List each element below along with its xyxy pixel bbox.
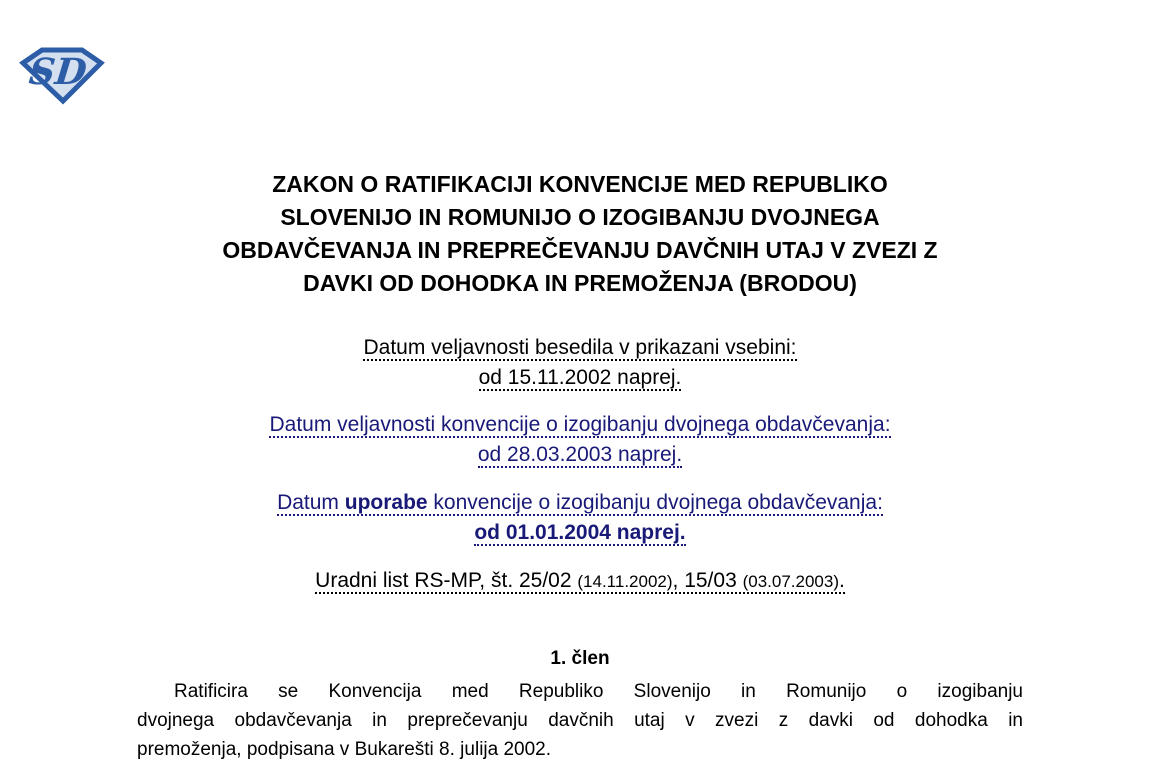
text-validity-label-line (137, 333, 1023, 363)
convention-validity-label-line (137, 410, 1023, 440)
label-suffix: konvencije o izogibanju dvojnega obdavčevanja: (427, 491, 883, 514)
gazette-part-1: Uradni list RS-MP, št. 25/02 (315, 569, 578, 592)
gazette-end: . (839, 569, 845, 592)
gazette-reference-line (137, 566, 1023, 597)
logo-letters: SD (27, 50, 89, 93)
document-title (137, 168, 1023, 300)
convention-application-date-line (137, 518, 1023, 548)
text-validity-date-line (137, 363, 1023, 393)
title-line-2: SLOVENIJO IN ROMUNIJO O IZOGIBANJU DVOJNEGA (280, 204, 880, 230)
label-bold-word: uporabe (344, 491, 428, 514)
gazette-date-1: (14.11.2002) (577, 572, 673, 591)
convention-validity-date: od 28.03.2003 naprej. (477, 443, 683, 466)
convention-application-date: od 01.01.2004 naprej. (474, 521, 686, 544)
title-line-1: ZAKON O RATIFIKACIJI KONVENCIJE MED REPUBLIKO (272, 171, 888, 197)
article-1-paragraph (137, 677, 1023, 764)
gazette-date-2: (03.07.2003) (742, 572, 839, 591)
article-1-heading: 1. člen (550, 648, 610, 669)
paragraph-line-1: Ratificira se Konvencija med Republiko Slovenijo in Romunijo o izogibanju (174, 681, 1023, 702)
convention-application-block (137, 488, 1023, 548)
sd-logo (20, 46, 104, 104)
text-validity-block (137, 333, 1023, 393)
text-validity-label: Datum veljavnosti besedila v prikazani vsebini: (363, 336, 797, 359)
label-prefix: Datum (277, 491, 345, 514)
text-validity-date: od 15.11.2002 naprej. (478, 366, 682, 389)
paragraph-line-3: premoženja, podpisana v Bukarešti 8. julija 2002. (137, 739, 552, 760)
convention-application-label-line (137, 488, 1023, 518)
title-line-3: OBDAVČEVANJA IN PREPREČEVANJU DAVČNIH UTAJ V ZVEZI Z (222, 237, 938, 263)
title-line-4: DAVKI OD DOHODKA IN PREMOŽENJA (BRODOU) (303, 270, 857, 296)
document-body (137, 0, 1023, 764)
convention-validity-block (137, 410, 1023, 470)
convention-application-label (277, 491, 883, 516)
gazette-reference (315, 569, 845, 594)
gazette-part-2: , 15/03 (672, 569, 743, 592)
convention-validity-label: Datum veljavnosti konvencije o izogibanju dvojnega obdavčevanja: (269, 413, 891, 436)
convention-validity-date-line (137, 440, 1023, 470)
paragraph-line-2: dvojnega obdavčevanja in preprečevanju davčnih utaj v zvezi z davki od dohodka in (137, 710, 1023, 731)
